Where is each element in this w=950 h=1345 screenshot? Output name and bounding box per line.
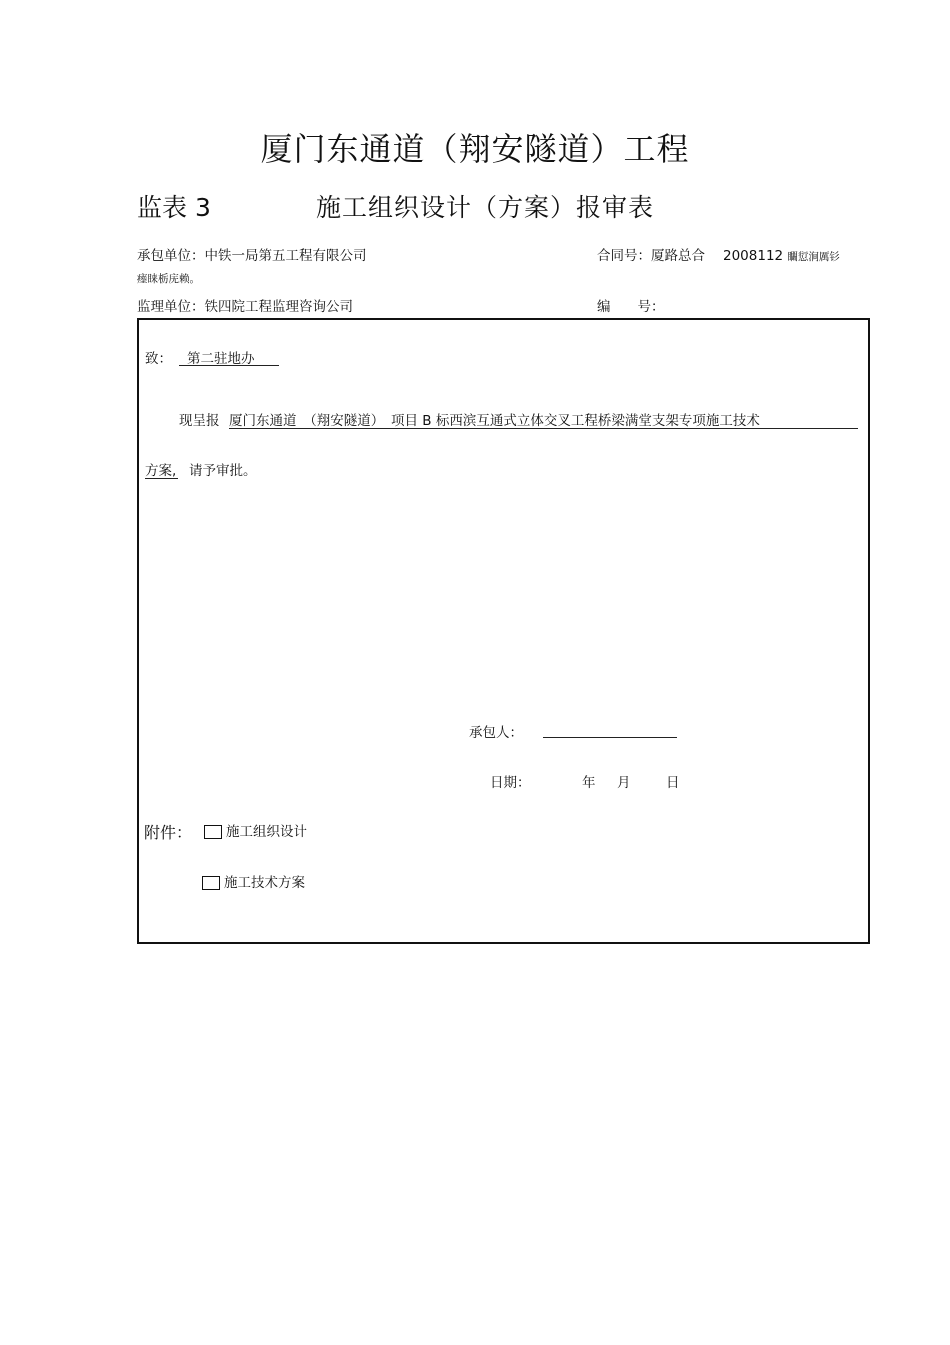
month-label: 月: [617, 775, 631, 791]
attachment-item: [204, 820, 307, 840]
checkbox[interactable]: [204, 825, 222, 839]
submission-cont: 方案,: [145, 459, 178, 479]
to-label: 致：: [145, 351, 172, 367]
contract-no-label: 合同号：: [597, 248, 651, 264]
year-label: 年: [582, 775, 596, 791]
submission-suffix: 请予审批。: [189, 463, 257, 479]
garbled-line: 瘗睐栃庑赖。: [137, 273, 200, 285]
form-title: 施工组织设计（方案）报审表: [316, 193, 655, 222]
day-label: 日: [666, 775, 680, 791]
contractor-value: 中铁一局第五工程有限公司: [204, 248, 367, 264]
attachment-item: [202, 871, 305, 891]
contract-no-prefix: 厦路总合: [651, 248, 705, 264]
form-number: 监表 3: [137, 193, 211, 222]
submission-text: 厦门东通道 （翔安隧道） 项目 B 标西滨互通式立体交叉工程桥梁满堂支架专项施工技术: [229, 409, 858, 429]
attachment-item-label: 施工技术方案: [224, 875, 305, 891]
supervisor-row: [137, 295, 353, 315]
contract-no-garbled: 矙愆涧厲钐: [787, 251, 840, 263]
checkbox[interactable]: [202, 876, 220, 890]
supervisor-value: 铁四院工程监理咨询公司: [204, 299, 353, 315]
serial-label: 编 号：: [597, 299, 665, 315]
attachment-label: 附件：: [144, 823, 193, 842]
contract-no-row: [597, 244, 840, 264]
signature-line: [543, 737, 677, 738]
supervisor-label: 监理单位：: [137, 299, 205, 315]
to-value: 第二驻地办: [179, 347, 279, 366]
contract-no-number: 2008112: [723, 248, 784, 264]
submission-prefix: 现呈报: [179, 413, 220, 429]
document-title: 厦门东通道（翔安隧道）工程: [260, 130, 690, 168]
contractor-label: 承包单位：: [137, 248, 205, 264]
contractor-person-label: 承包人：: [469, 725, 523, 741]
attachment-item-label: 施工组织设计: [226, 824, 307, 840]
contractor-row: [137, 244, 367, 264]
date-label: 日期：: [490, 775, 531, 791]
